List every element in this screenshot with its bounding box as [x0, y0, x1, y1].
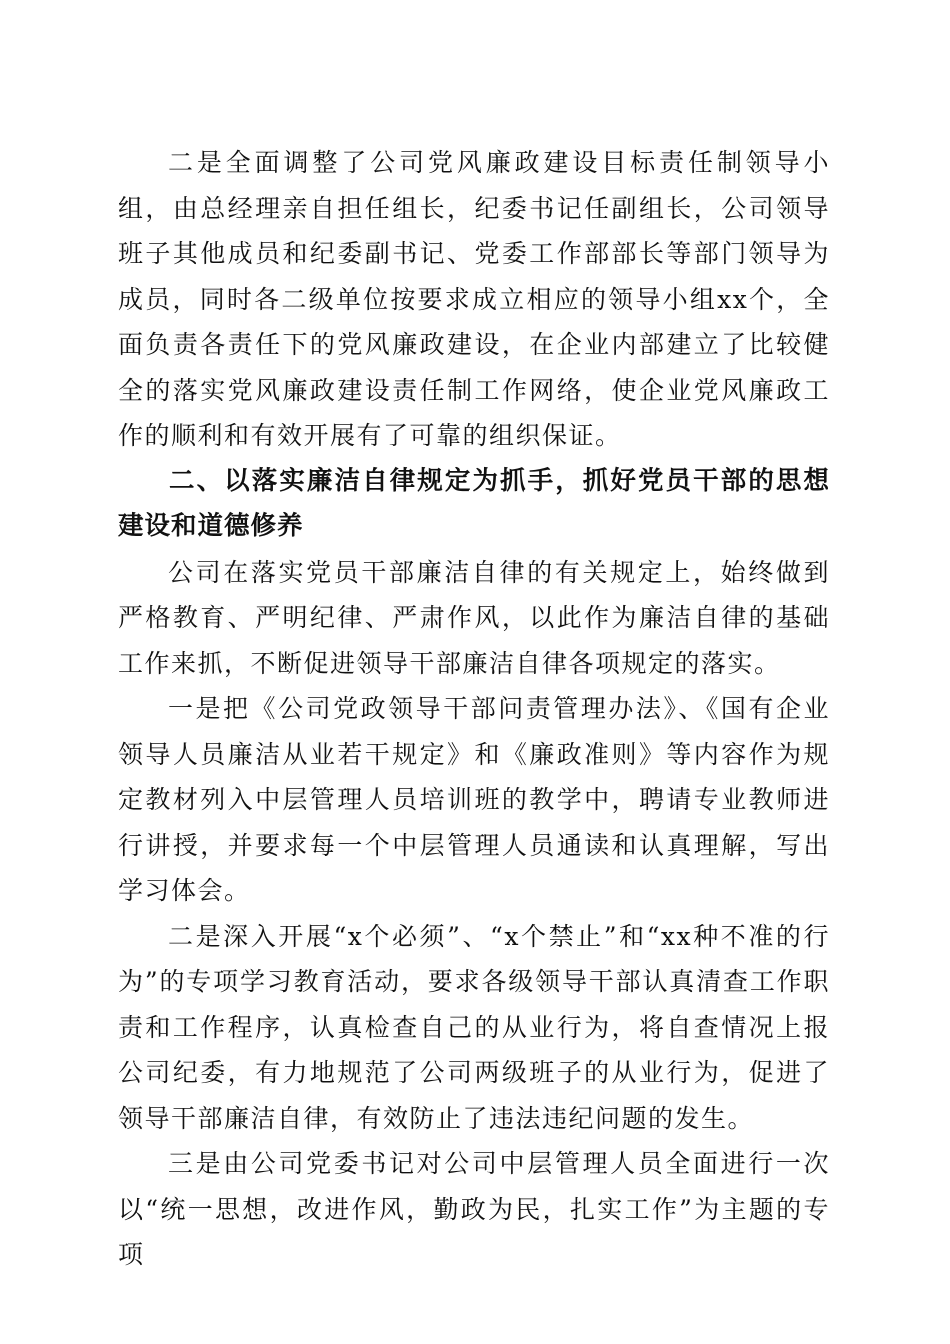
paragraph-point-one: 一是把《公司党政领导干部问责管理办法》、《国有企业领导人员廉洁从业若干规定》和《廉政准则》等内容作为规定教材列入中层管理人员培训班的教学中，聘请专业教师进行讲授，并要求每一个中层管理人员通读和认真理解，写出学习体会。: [118, 694, 830, 905]
document-body: [118, 140, 830, 1278]
paragraph-self-discipline-intro: 公司在落实党员干部廉洁自律的有关规定上，始终做到严格教育、严明纪律、严肃作风，以此作为廉洁自律的基础工作来抓，不断促进领导干部廉洁自律各项规定的落实。: [118, 557, 830, 678]
paragraph-leadership-group: 二是全面调整了公司党风廉政建设目标责任制领导小组，由总经理亲自担任组长，纪委书记任副组长，公司领导班子其他成员和纪委副书记、党委工作部部长等部门领导为成员，同时各二级单位按要求成立相应的领导小组xx个，全面负责各责任下的党风廉政建设，在企业内部建立了比较健全的落实党风廉政建设责任制工作网络，使企业党风廉政工作的顺利和有效开展有了可靠的组织保证。: [118, 148, 830, 450]
paragraph-point-two: 二是深入开展“x个必须”、“x个禁止”和“xx种不准的行为”的专项学习教育活动，要求各级领导干部认真清查工作职责和工作程序，认真检查自己的从业行为，将自查情况上报公司纪委，有力地规范了公司两级班子的从业行为，促进了领导干部廉洁自律，有效防止了违法违纪问题的发生。: [118, 921, 830, 1133]
paragraph-point-three: 三是由公司党委书记对公司中层管理人员全面进行一次以“统一思想，改进作风，勤政为民，扎实工作”为主题的专项: [118, 1149, 830, 1269]
section-heading-two: 二、以落实廉洁自律规定为抓手，抓好党员干部的思想建设和道德修养: [118, 465, 830, 541]
